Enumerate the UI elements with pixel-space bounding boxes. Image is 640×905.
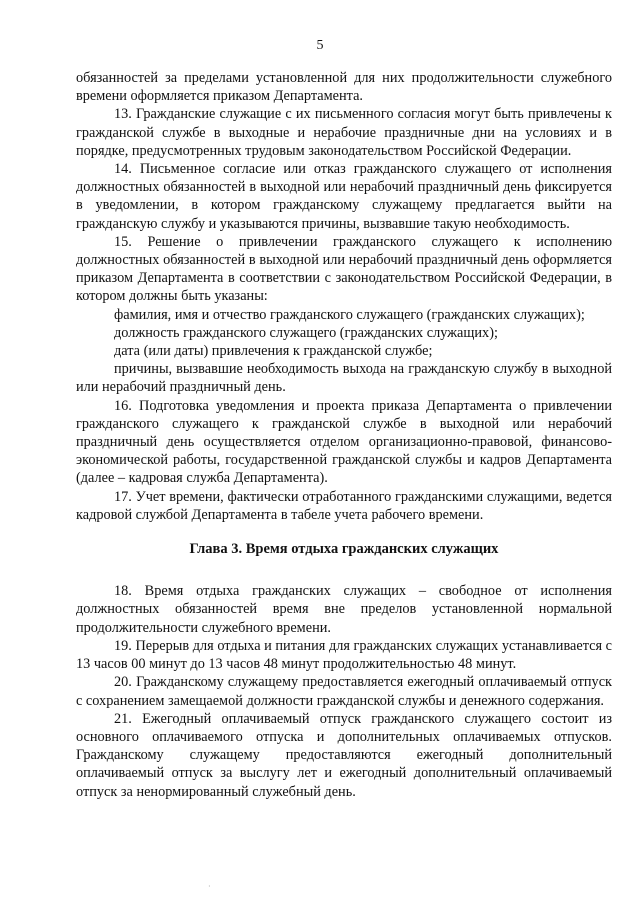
paragraph-20: 20. Гражданскому служащему предоставляется ежегодный оплачиваемый отпуск с сохранением замещаемой должности гражданской службы и денежного содержания. bbox=[76, 674, 612, 709]
paragraph-15-item: дата (или даты) привлечения к гражданской службе; bbox=[114, 343, 433, 360]
chapter-heading: Глава 3. Время отдыха гражданских служащих bbox=[189, 541, 499, 558]
paragraph-17: 17. Учет времени, фактически отработанного гражданскими служащими, ведется кадровой службой Департамента в табеле учета рабочего времени. bbox=[76, 488, 612, 523]
paragraph-15: 15. Решение о привлечении гражданского служащего к исполнению должностных обязанностей в выходной или нерабочий праздничный день оформляется приказом Департамента в соответствии с законодательством Российской Федерации, в котором должны быть указаны: bbox=[76, 233, 612, 305]
paragraph-14: 14. Письменное согласие или отказ гражданского служащего от исполнения должностных обязанностей в выходной или нерабочий праздничный день фиксируется в уведомлении, в котором гражданскому служащему предлагается выйти на гражданскую службу и указываются причины, вызвавшие такую необходимость. bbox=[76, 161, 612, 232]
paragraph-15-item: причины, вызвавшие необходимость выхода на гражданскую службу в выходной или нерабочий праздничный день. bbox=[76, 361, 612, 396]
paragraph-21: 21. Ежегодный оплачиваемый отпуск гражданского служащего состоит из основного оплачиваемого отпуска и дополнительных оплачиваемых отпусков. Гражданскому служащему предоставляются ежегодный дополнительный оплачиваемый отпуск за выслугу лет и ежегодный дополнительный оплачиваемый отпуск за ненормированный служебный день. bbox=[76, 710, 612, 800]
paragraph-continuation: обязанностей за пределами установленной для них продолжительности служебного времени оформляется приказом Департамента. bbox=[76, 70, 612, 105]
document-body bbox=[76, 69, 612, 801]
scan-speck: · bbox=[208, 882, 211, 891]
paragraph-16: 16. Подготовка уведомления и проекта приказа Департамента о привлечении гражданского служащего к гражданской службе в выходной или нерабочий праздничный день осуществляется отделом организационно-правовой, финансово-экономической работы, государственной гражданской службы и кадров Департамента (далее – кадровая служба Департамента). bbox=[76, 397, 612, 487]
paragraph-19: 19. Перерыв для отдыха и питания для гражданских служащих устанавливается с 13 часов 00 минут до 13 часов 48 минут продолжительностью 48 минут. bbox=[76, 637, 612, 673]
paragraph-15-item: должность гражданского служащего (гражданских служащих); bbox=[114, 324, 498, 341]
paragraph-13: 13. Гражданские служащие с их письменного согласия могут быть привлечены к гражданской службе в выходные и нерабочие праздничные дни на условиях и в порядке, предусмотренных трудовым законодательством Российской Федерации. bbox=[76, 106, 612, 159]
paragraph-18: 18. Время отдыха гражданских служащих – свободное от исполнения должностных обязанностей время вне пределов установленной нормальной продолжительности служебного времени. bbox=[76, 583, 612, 636]
page-number: 5 bbox=[316, 38, 324, 53]
paragraph-15-item: фамилия, имя и отчество гражданского служащего (гражданских служащих); bbox=[114, 306, 585, 323]
